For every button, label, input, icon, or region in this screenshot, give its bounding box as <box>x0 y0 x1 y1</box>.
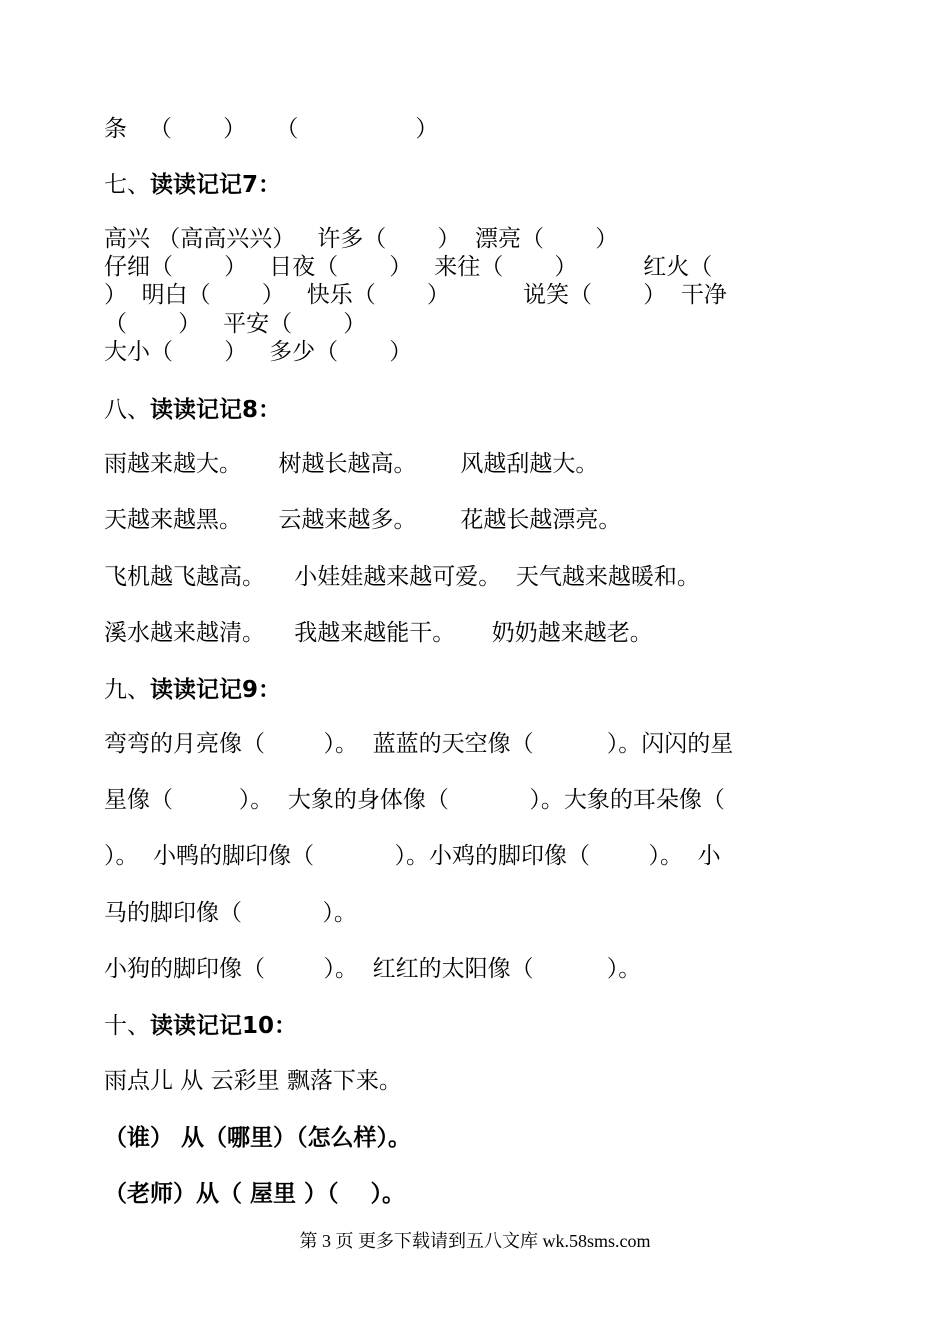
text-line: 仔细（ ） 日夜（ ） 来往（ ） 红火（ <box>104 254 713 280</box>
section-heading-8 <box>104 396 281 424</box>
heading-title: 读读记记7： <box>150 172 282 198</box>
text-line: （老师）从（ 屋里 ）（ ）。 <box>104 1181 406 1207</box>
text-line: 条 （ ） （ ） <box>104 116 439 142</box>
text-line: （ ） 平安（ ） <box>104 311 367 337</box>
text-line: 星像（ ）。 大象的身体像（ ）。大象的耳朵像（ <box>104 787 725 813</box>
text-line: 小狗的脚印像（ ）。 红红的太阳像（ ）。 <box>104 956 642 982</box>
text-line: （谁） 从（哪里）（怎么样）。 <box>104 1125 412 1151</box>
heading-title: 读读记记10： <box>150 1013 298 1039</box>
heading-number: 八、 <box>104 397 150 423</box>
heading-number: 九、 <box>104 677 150 703</box>
text-line: ） 明白（ ） 快乐（ ） 说笑（ ） 干净 <box>104 282 727 308</box>
heading-number: 七、 <box>104 172 150 198</box>
section-heading-10 <box>104 1012 297 1040</box>
text-line: 马的脚印像（ ）。 <box>104 900 357 926</box>
page-footer: 第 3 页 更多下载请到五八文库 wk.58sms.com <box>299 1231 651 1251</box>
text-line: 雨越来越大。 树越长越高。 风越刮越大。 <box>104 451 599 477</box>
heading-title: 读读记记8： <box>150 397 282 423</box>
text-line: 大小（ ） 多少（ ） <box>104 339 413 365</box>
heading-title: 读读记记9： <box>150 677 282 703</box>
text-line: 弯弯的月亮像（ ）。 蓝蓝的天空像（ ）。闪闪的星 <box>104 731 734 757</box>
section-heading-9 <box>104 676 281 704</box>
text-line: ）。 小鸭的脚印像（ ）。小鸡的脚印像（ ）。 小 <box>104 843 721 869</box>
heading-number: 十、 <box>104 1013 150 1039</box>
text-line: 溪水越来越清。 我越来越能干。 奶奶越来越老。 <box>104 620 653 646</box>
text-line: 飞机越飞越高。 小娃娃越来越可爱。 天气越来越暖和。 <box>104 564 700 590</box>
text-line: 天越来越黑。 云越来越多。 花越长越漂亮。 <box>104 507 622 533</box>
text-line: 高兴 （高高兴兴） 许多（ ） 漂亮（ ） <box>104 226 619 252</box>
section-heading-7 <box>104 171 281 199</box>
text-line: 雨点儿 从 云彩里 飘落下来。 <box>104 1068 402 1094</box>
